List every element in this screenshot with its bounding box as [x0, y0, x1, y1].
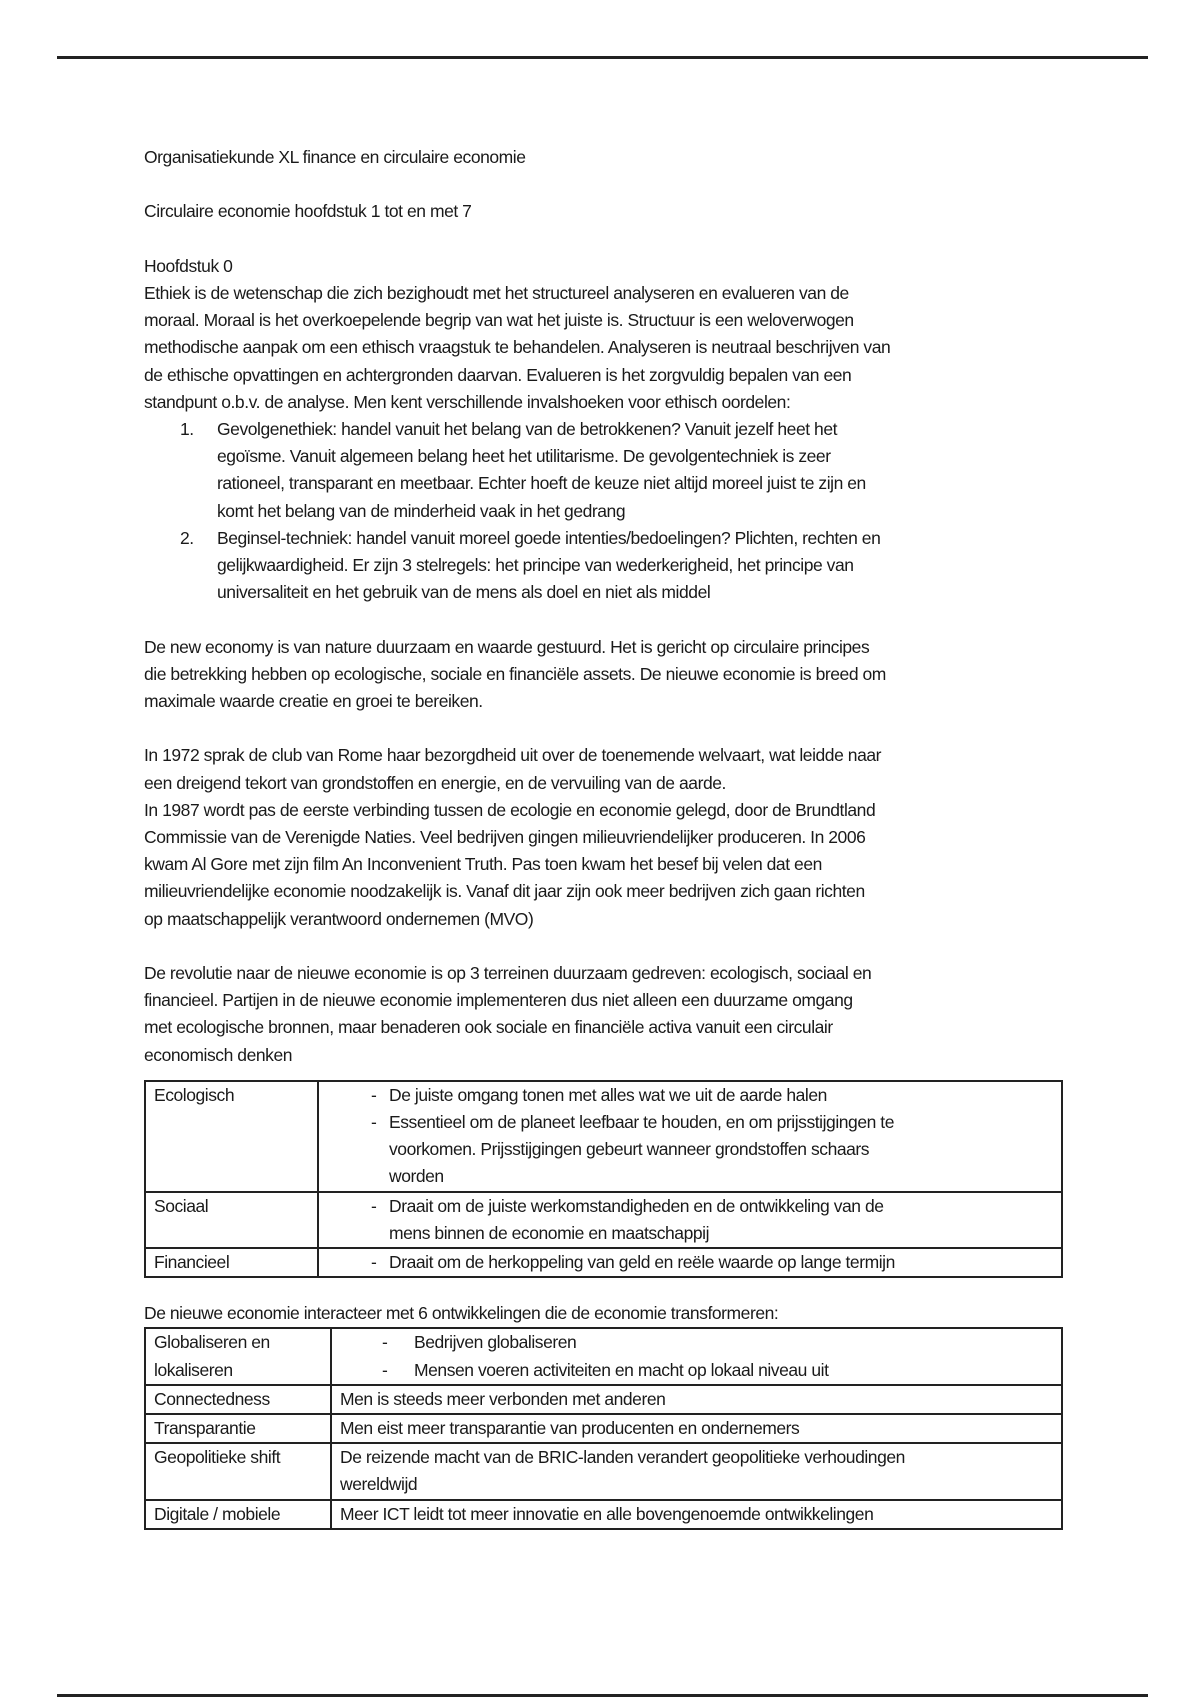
- table-row: [145, 1443, 1062, 1499]
- footer-rule: [57, 1694, 1148, 1697]
- bullet-item: [327, 1082, 1053, 1109]
- text-line: worden: [389, 1166, 444, 1187]
- text-line: egoïsme. Vanuit algemeen belang heet het utilitarisme. De gevolgentechniek is zeer: [217, 446, 831, 467]
- document-body: [144, 144, 1074, 1530]
- ethics-list: [144, 416, 1074, 606]
- row-content: [331, 1500, 1062, 1529]
- text-line: Gevolgenethiek: handel vanuit het belang van de betrokkenen? Vanuit jezelf heet het: [217, 419, 838, 439]
- text-line: Bedrijven globaliseren: [414, 1332, 577, 1353]
- text-line: rationeel, transparant en meetbaar. Echter hoeft de keuze niet altijd moreel juist te zijn en: [217, 473, 866, 494]
- list-item: [144, 525, 1074, 607]
- bullet-item: [327, 1193, 1053, 1247]
- text-line: Mensen voeren activiteiten en macht op lokaal niveau uit: [414, 1359, 829, 1380]
- text-line: Men eist meer transparantie van producenten en ondernemers: [340, 1418, 800, 1439]
- text-line: De new economy is van nature duurzaam en waarde gestuurd. Het is gericht op circulaire principes: [144, 636, 870, 657]
- new-economy-paragraph: [144, 634, 1074, 716]
- dash-bullet: -: [371, 1195, 377, 1216]
- list-number: 1.: [180, 419, 194, 439]
- text-line: mens binnen de economie en maatschappij: [389, 1222, 710, 1243]
- row-content: [318, 1192, 1062, 1248]
- list-item: [144, 416, 1074, 525]
- history-paragraph: [144, 742, 1074, 932]
- bullet-item: [340, 1329, 1053, 1356]
- row-label: [145, 1500, 331, 1529]
- table-row: [145, 1385, 1062, 1414]
- text-line: kwam Al Gore met zijn film An Inconvenient Truth. Pas toen kwam het besef bij velen dat een: [144, 854, 822, 875]
- text-line: die betrekking hebben op ecologische, sociale en financiële assets. De nieuwe economie is breed om: [144, 663, 886, 684]
- ethiek-paragraph: [144, 280, 1074, 416]
- text-line: Commissie van de Verenigde Naties. Veel bedrijven gingen milieuvriendelijker produceren. In 2006: [144, 827, 866, 848]
- text-line: standpunt o.b.v. de analyse. Men kent verschillende invalshoeken voor ethisch oordelen:: [144, 391, 791, 412]
- text-line: Draait om de herkoppeling van geld en reële waarde op lange termijn: [389, 1252, 895, 1273]
- row-content: [331, 1443, 1062, 1499]
- text-line: op maatschappelijk verantwoord ondernemen (MVO): [144, 908, 534, 929]
- text-line: economisch denken: [144, 1044, 293, 1065]
- text-line: Men is steeds meer verbonden met anderen: [340, 1388, 666, 1409]
- text-line: Essentieel om de planeet leefbaar te houden, en om prijsstijgingen te: [389, 1112, 894, 1133]
- row-content: [318, 1248, 1062, 1277]
- text-line: de ethische opvattingen en achtergronden daarvan. Evalueren is het zorgvuldig bepalen van een: [144, 364, 852, 385]
- table-row: [145, 1414, 1062, 1443]
- text-line: financieel. Partijen in de nieuwe economie implementeren dus niet alleen een duurzame omgang: [144, 990, 853, 1011]
- chapter-heading: Hoofdstuk 0: [144, 255, 233, 276]
- row-label: [145, 1385, 331, 1414]
- row-content: [318, 1081, 1062, 1192]
- document-title: Organisatiekunde XL finance en circulaire economie: [144, 147, 526, 167]
- row-content: [331, 1414, 1062, 1443]
- table-row: [145, 1248, 1062, 1277]
- text-line: Draait om de juiste werkomstandigheden en de ontwikkeling van de: [389, 1195, 884, 1216]
- text-line: Connectedness: [154, 1388, 270, 1409]
- row-label: [145, 1328, 331, 1384]
- row-label: [145, 1414, 331, 1443]
- dash-bullet: -: [371, 1084, 377, 1105]
- table-row: [145, 1192, 1062, 1248]
- text-line: moraal. Moraal is het overkoepelende begrip van wat het juiste is. Structuur is een weloverwogen: [144, 310, 854, 331]
- text-line: In 1972 sprak de club van Rome haar bezorgdheid uit over de toenemende welvaart, wat leidde naar: [144, 745, 882, 766]
- text-line: met ecologische bronnen, maar benaderen ook sociale en financiële activa vanuit een circulair: [144, 1017, 833, 1038]
- header-rule: [57, 56, 1148, 59]
- text-line: voorkomen. Prijsstijgingen gebeurt wanneer grondstoffen schaars: [389, 1139, 870, 1160]
- table-row: [145, 1081, 1062, 1192]
- text-line: De reizende macht van de BRIC-landen verandert geopolitieke verhoudingen: [340, 1447, 905, 1468]
- text-line: lokaliseren: [154, 1359, 233, 1380]
- dash-bullet: -: [371, 1112, 377, 1133]
- text-line: methodische aanpak om een ethisch vraagstuk te behandelen. Analyseren is neutraal beschrijven van: [144, 337, 891, 358]
- bullet-item: [340, 1357, 1053, 1384]
- text-line: Ethiek is de wetenschap die zich bezighoudt met het structureel analyseren en evalueren van de: [144, 282, 849, 303]
- text-line: In 1987 wordt pas de eerste verbinding tussen de ecologie en economie gelegd, door de Brundtland: [144, 799, 876, 820]
- text-line: een dreigend tekort van grondstoffen en energie, en de vervuiling van de aarde.: [144, 772, 726, 793]
- text-line: Transparantie: [154, 1418, 256, 1439]
- dash-bullet: -: [371, 1252, 377, 1273]
- row-label: [145, 1443, 331, 1499]
- developments-table: [144, 1327, 1063, 1529]
- row-content: [331, 1328, 1062, 1384]
- table2-intro: De nieuwe economie interacteer met 6 ontwikkelingen die de economie transformeren:: [144, 1303, 779, 1324]
- text-line: milieuvriendelijke economie noodzakelijk is. Vanaf dit jaar zijn ook meer bedrijven zich gaan richten: [144, 881, 865, 902]
- text-line: wereldwijd: [340, 1474, 418, 1495]
- text-line: De juiste omgang tonen met alles wat we uit de aarde halen: [389, 1084, 827, 1105]
- text-line: maximale waarde creatie en groei te bereiken.: [144, 691, 483, 712]
- text-line: universaliteit en het gebruik van de mens als doel en niet als middel: [217, 582, 711, 603]
- table-row: [145, 1500, 1062, 1529]
- text-line: Globaliseren en: [154, 1332, 270, 1353]
- text-line: De revolutie naar de nieuwe economie is op 3 terreinen duurzaam gedreven: ecologisch, sociaal en: [144, 963, 872, 984]
- text-line: Digitale / mobiele: [154, 1503, 281, 1524]
- row-label: Ecologisch: [145, 1081, 318, 1192]
- text-line: gelijkwaardigheid. Er zijn 3 stelregels: het principe van wederkerigheid, het principe van: [217, 555, 854, 576]
- bullet-item: [327, 1109, 1053, 1191]
- sustainability-table: [144, 1080, 1063, 1278]
- text-line: komt het belang van de minderheid vaak in het gedrang: [217, 500, 626, 521]
- list-number: 2.: [180, 527, 194, 548]
- row-label: Sociaal: [145, 1192, 318, 1248]
- table-row: [145, 1328, 1062, 1384]
- bullet-item: [327, 1249, 1053, 1276]
- text-line: Geopolitieke shift: [154, 1447, 281, 1468]
- row-content: [331, 1385, 1062, 1414]
- text-line: Beginsel-techniek: handel vanuit moreel goede intenties/bedoelingen? Plichten, rechten en: [217, 527, 881, 548]
- text-line: Meer ICT leidt tot meer innovatie en alle bovengenoemde ontwikkelingen: [340, 1503, 874, 1524]
- dash-bullet: -: [382, 1332, 388, 1353]
- dash-bullet: -: [382, 1359, 388, 1380]
- revolution-paragraph: [144, 960, 1074, 1069]
- row-label: Financieel: [145, 1248, 318, 1277]
- document-subtitle: Circulaire economie hoofdstuk 1 tot en met 7: [144, 201, 472, 222]
